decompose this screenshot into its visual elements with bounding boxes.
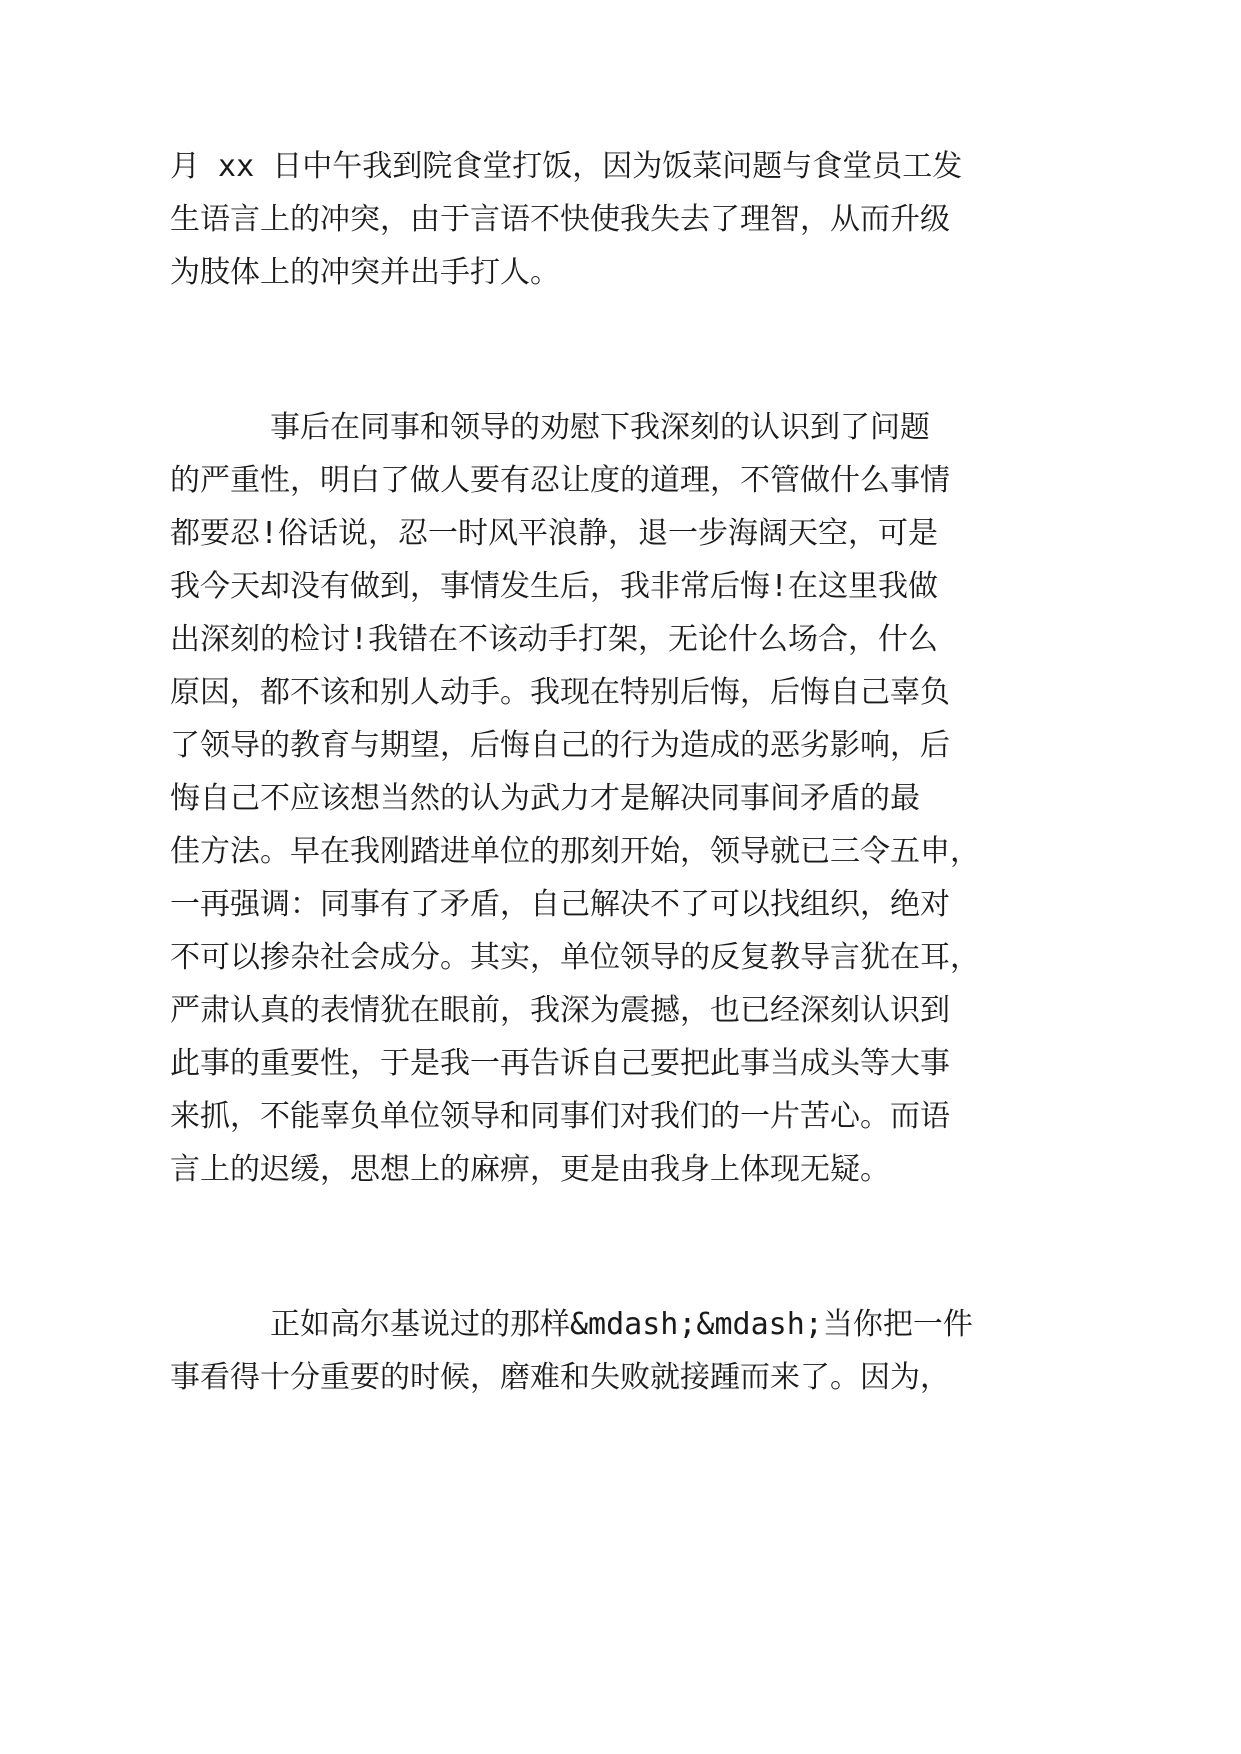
- paragraph-1-line-3: [0, 244, 1241, 302]
- paragraph-2-line-2: [0, 452, 1241, 510]
- text-line: 来抓，不能辜负单位领导和同事们对我们的一片苦心。而语: [170, 1099, 950, 1134]
- paragraph-2-line-11: [0, 929, 1241, 987]
- paragraph-2-line-13: [0, 1035, 1241, 1093]
- text-line: 了领导的教育与期望，后悔自己的行为造成的恶劣影响，后: [170, 728, 950, 763]
- text-line: 为肢体上的冲突并出手打人。: [170, 255, 560, 290]
- text-line: 事后在同事和领导的劝慰下我深刻的认识到了问题: [270, 410, 930, 445]
- paragraph-1-line-2: [0, 191, 1241, 249]
- text-line: 事看得十分重要的时候，磨难和失败就接踵而来了。因为，: [170, 1360, 950, 1395]
- paragraph-2-line-14: [0, 1088, 1241, 1146]
- paragraph-3-line-1: [0, 1296, 1241, 1354]
- text-line: 生语言上的冲突，由于言语不快使我失去了理智，从而升级: [170, 202, 950, 237]
- paragraph-2-line-1: [0, 399, 1241, 457]
- paragraph-2-line-5: [0, 611, 1241, 669]
- paragraph-2-line-9: [0, 823, 1241, 881]
- text-line: 出深刻的检讨!我错在不该动手打架，无论什么场合，什么: [170, 622, 939, 657]
- text-line: 言上的迟缓，思想上的麻痹，更是由我身上体现无疑。: [170, 1152, 890, 1187]
- text-line: 悔自己不应该想当然的认为武力才是解决同事间矛盾的最: [170, 781, 920, 816]
- text-line: 正如高尔基说过的那样&mdash;&mdash;当你把一件: [270, 1307, 973, 1342]
- text-line: 佳方法。早在我刚踏进单位的那刻开始，领导就已三令五申，: [170, 834, 980, 869]
- paragraph-2-line-4: [0, 558, 1241, 616]
- text-line: 原因，都不该和别人动手。我现在特别后悔，后悔自己辜负: [170, 675, 950, 710]
- paragraph-2-line-7: [0, 717, 1241, 775]
- text-line: 不可以掺杂社会成分。其实，单位领导的反复教导言犹在耳，: [170, 940, 980, 975]
- text-line: 都要忍!俗话说，忍一时风平浪静，退一步海阔天空，可是: [170, 516, 939, 551]
- paragraph-2-line-3: [0, 505, 1241, 563]
- paragraph-2-line-12: [0, 982, 1241, 1040]
- paragraph-1-line-1: [0, 138, 1241, 196]
- paragraph-2-line-6: [0, 664, 1241, 722]
- text-line: 一再强调：同事有了矛盾，自己解决不了可以找组织，绝对: [170, 887, 950, 922]
- text-line: 此事的重要性，于是我一再告诉自己要把此事当成头等大事: [170, 1046, 950, 1081]
- text-line: 月 xx 日中午我到院食堂打饭，因为饭菜问题与食堂员工发: [170, 149, 963, 184]
- text-line: 严肃认真的表情犹在眼前，我深为震撼，也已经深刻认识到: [170, 993, 950, 1028]
- text-line: 的严重性，明白了做人要有忍让度的道理，不管做什么事情: [170, 463, 950, 498]
- paragraph-3-line-2: [0, 1349, 1241, 1407]
- paragraph-2-line-15: [0, 1141, 1241, 1199]
- text-line: 我今天却没有做到，事情发生后，我非常后悔!在这里我做: [170, 569, 939, 604]
- paragraph-2-line-8: [0, 770, 1241, 828]
- paragraph-2-line-10: [0, 876, 1241, 934]
